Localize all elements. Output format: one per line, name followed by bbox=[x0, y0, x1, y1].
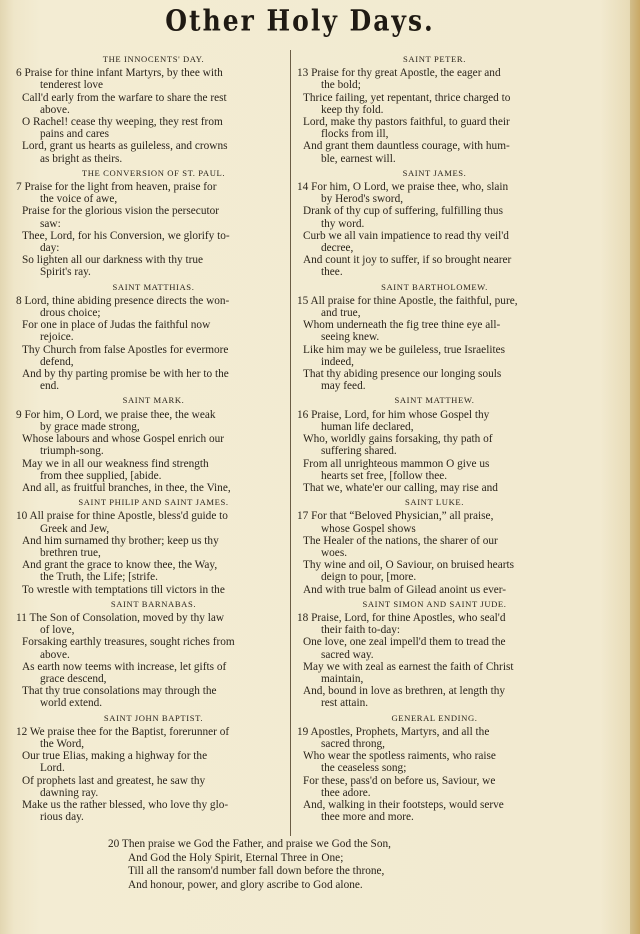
hymn-section bbox=[16, 496, 291, 596]
verse-line: So lighten all our darkness with thy true bbox=[22, 254, 204, 267]
section-heading: SAINT PETER. bbox=[403, 54, 466, 64]
verse-line: day: bbox=[40, 242, 60, 255]
verse-line: Curb we all vain impatience to read thy veil'd bbox=[303, 229, 509, 242]
verse-line: 17 For that “Beloved Physician,” all praise, bbox=[297, 510, 494, 523]
section-heading: SAINT MARK. bbox=[122, 395, 185, 406]
verse-line: brethren true, bbox=[40, 546, 101, 559]
verse-line: And honour, power, and glory ascribe to God alone. bbox=[128, 878, 363, 891]
hymn-section bbox=[16, 598, 291, 710]
verse-line: thee adore. bbox=[321, 786, 371, 799]
verse-line: Of prophets last and greatest, he saw thy bbox=[22, 774, 206, 787]
verse-line: And God the Holy Spirit, Eternal Three in One; bbox=[128, 851, 344, 864]
verse-line: and true, bbox=[321, 307, 361, 320]
verse-line: suffering shared. bbox=[321, 445, 397, 458]
verse-line: That thy abiding presence our longing souls bbox=[303, 368, 502, 381]
verse-line: Like him may we be guileless, true Israelites bbox=[303, 343, 506, 356]
verse-line: drous choice; bbox=[40, 307, 101, 320]
verse-line: Lord, grant us hearts as guileless, and crowns bbox=[22, 140, 228, 153]
hymn-section bbox=[297, 598, 572, 710]
verse-line: Lord. bbox=[40, 762, 65, 775]
verse-line: sacred way. bbox=[321, 648, 374, 661]
verse-line: 18 Praise, Lord, for thine Apostles, who seal'd bbox=[297, 611, 506, 624]
verse-line: tenderest love bbox=[40, 79, 104, 92]
verse-line: flocks from ill, bbox=[321, 128, 389, 141]
verse-line: 15 All praise for thine Apostle, the faithful, pure, bbox=[297, 294, 518, 307]
verse-line: whose Gospel shows bbox=[321, 522, 416, 535]
verse-line: To wrestle with temptations till victors in the bbox=[22, 583, 225, 596]
right-column bbox=[297, 52, 572, 825]
verse-line: Our true Elias, making a highway for the bbox=[22, 750, 208, 763]
verse-line: 7 Praise for the light from heaven, praise for bbox=[16, 181, 217, 194]
section-heading: THE CONVERSION OF ST. PAUL. bbox=[81, 167, 226, 178]
hymn-section bbox=[16, 53, 291, 165]
hymn-section bbox=[297, 167, 572, 279]
verse-line: rest attain. bbox=[321, 697, 369, 710]
verse-line: indeed, bbox=[321, 355, 354, 368]
verse-line: And by thy parting promise be with her to the bbox=[22, 368, 229, 381]
verse-line: world extend. bbox=[40, 697, 103, 710]
hymn-section bbox=[297, 394, 572, 494]
verse-line: maintain, bbox=[321, 672, 364, 685]
verse-line: saw: bbox=[40, 217, 61, 230]
verse-line: 20 Then praise we God the Father, and praise we God the Son, bbox=[108, 838, 391, 850]
verse-line: the Word, bbox=[40, 737, 85, 750]
verse-line: 13 Praise for thy great Apostle, the eager and bbox=[297, 67, 501, 80]
hymn-section bbox=[16, 167, 291, 279]
hymn-section bbox=[297, 712, 572, 824]
verse-line: thy word. bbox=[321, 217, 365, 230]
verse-line: thee. bbox=[321, 266, 343, 279]
verse-line: Who, worldly gains forsaking, thy path of bbox=[303, 433, 493, 446]
verse-line: Thrice failing, yet repentant, thrice charged to bbox=[303, 91, 511, 104]
verse-line: Thy wine and oil, O Saviour, on bruised hearts bbox=[303, 559, 515, 572]
verse-line: May we with zeal as earnest the faith of Christ bbox=[303, 660, 514, 673]
verse-line: sacred throng, bbox=[321, 737, 385, 750]
verse-line: Till all the ransom'd number fall down before the throne, bbox=[128, 865, 385, 877]
verse-line: by Herod's sword, bbox=[321, 193, 404, 206]
hymn-section bbox=[16, 281, 291, 393]
section-heading: SAINT SIMON AND SAINT JUDE. bbox=[362, 598, 507, 609]
section-heading: SAINT BARTHOLOMEW. bbox=[381, 281, 488, 292]
verse-line: seeing knew. bbox=[321, 331, 380, 344]
verse-line: decree, bbox=[321, 242, 354, 255]
verse-line: May we in all our weakness find strength bbox=[22, 457, 209, 470]
section-heading: SAINT BARNABAS. bbox=[110, 598, 197, 609]
verse-line: ble, earnest will. bbox=[321, 152, 396, 165]
verse-line: may feed. bbox=[321, 380, 366, 393]
verse-line: the Truth, the Life; [strife. bbox=[40, 571, 158, 584]
section-heading: THE INNOCENTS' DAY. bbox=[102, 54, 205, 64]
verse-line: Who wear the spotless raiments, who raise bbox=[303, 750, 496, 763]
verse-line: by grace made strong, bbox=[40, 420, 140, 433]
verse-line: From all unrighteous mammon O give us bbox=[303, 457, 490, 470]
verse-line: 8 Lord, thine abiding presence directs the won- bbox=[16, 294, 230, 307]
verse-line: That thy true consolations may through the bbox=[22, 685, 217, 698]
verse-line: the bold; bbox=[321, 79, 361, 92]
verse-line: of love, bbox=[40, 624, 75, 637]
verse-line: deign to pour, [more. bbox=[321, 571, 417, 584]
verse-line: Call'd early from the warfare to share the rest bbox=[22, 91, 227, 104]
verse-line: That we, whate'er our calling, may rise and bbox=[303, 481, 498, 494]
verse-line: from thee supplied, [abide. bbox=[40, 469, 162, 482]
verse-line: And, bound in love as brethren, at length thy bbox=[303, 685, 506, 698]
verse-line: O Rachel! cease thy weeping, they rest from bbox=[22, 116, 223, 129]
section-heading: SAINT MATTHIAS. bbox=[112, 281, 195, 292]
verse-line: 9 For him, O Lord, we praise thee, the weak bbox=[16, 408, 216, 421]
verse-line: And all, as fruitful branches, in thee, the Vine, bbox=[22, 481, 231, 494]
verse-line: end. bbox=[40, 380, 60, 393]
verse-line: Greek and Jew, bbox=[40, 522, 110, 535]
verse-line: The Healer of the nations, the sharer of our bbox=[303, 534, 498, 547]
verse-line: And, walking in their footsteps, would serve bbox=[303, 798, 504, 811]
verse-line: Thy Church from false Apostles for evermore bbox=[22, 343, 229, 356]
verse-line: 14 For him, O Lord, we praise thee, who, slain bbox=[297, 181, 509, 194]
verse-line: And grant them dauntless courage, with hum- bbox=[303, 140, 510, 153]
verse-line: triumph-song. bbox=[40, 445, 104, 458]
left-column bbox=[16, 52, 291, 825]
verse-line: human life declared, bbox=[321, 420, 414, 433]
hymn-section bbox=[16, 394, 291, 494]
verse-line: woes. bbox=[321, 546, 348, 559]
section-heading: GENERAL ENDING. bbox=[391, 712, 478, 723]
verse-line: Thee, Lord, for his Conversion, we glorify to- bbox=[22, 229, 230, 242]
verse-line: dawning ray. bbox=[40, 786, 99, 799]
verse-line: above. bbox=[40, 103, 70, 116]
section-heading: SAINT JAMES. bbox=[402, 167, 467, 178]
verse-line: Whom underneath the fig tree thine eye all- bbox=[303, 319, 501, 332]
verse-line: their faith to-day: bbox=[321, 624, 401, 637]
verse-line: the voice of awe, bbox=[40, 193, 118, 206]
verse-line: One love, one zeal impell'd them to tread the bbox=[303, 636, 506, 649]
verse-line: And him surnamed thy brother; keep us thy bbox=[22, 534, 219, 547]
hymn-section bbox=[297, 53, 572, 165]
verse-line: 19 Apostles, Prophets, Martyrs, and all the bbox=[297, 725, 490, 738]
section-heading: SAINT LUKE. bbox=[405, 497, 464, 508]
hymn-section bbox=[297, 281, 572, 393]
final-verse bbox=[108, 838, 391, 892]
hymn-section bbox=[16, 712, 291, 824]
verse-line: above. bbox=[40, 648, 70, 661]
verse-line: Drank of thy cup of suffering, fulfilling thus bbox=[303, 205, 503, 218]
verse-line: thee more and more. bbox=[321, 811, 414, 824]
verse-line: rious day. bbox=[40, 811, 84, 824]
section-heading: SAINT MATTHEW. bbox=[394, 395, 475, 406]
verse-line: Lord, make thy pastors faithful, to guard their bbox=[303, 116, 510, 129]
verse-line: grace descend, bbox=[40, 672, 107, 685]
verse-line: Praise for the glorious vision the persecutor bbox=[22, 205, 220, 218]
verse-line: rejoice. bbox=[40, 331, 74, 344]
verse-line: keep thy fold. bbox=[321, 103, 384, 116]
verse-line: 16 Praise, Lord, for him whose Gospel thy bbox=[297, 408, 490, 421]
page-edge bbox=[630, 0, 640, 934]
verse-line: Forsaking earthly treasures, sought riches from bbox=[22, 636, 235, 649]
verse-line: And grant the grace to know thee, the Way, bbox=[22, 559, 218, 572]
section-heading: SAINT PHILIP AND SAINT JAMES. bbox=[78, 497, 229, 508]
verse-line: defend, bbox=[40, 355, 74, 368]
verse-line: 12 We praise thee for the Baptist, forerunner of bbox=[16, 725, 230, 738]
section-heading: SAINT JOHN BAPTIST. bbox=[103, 712, 204, 723]
hymn-section bbox=[297, 496, 572, 596]
verse-line: As earth now teems with increase, let gifts of bbox=[22, 660, 227, 673]
verse-line: the ceaseless song; bbox=[321, 762, 407, 775]
verse-line: Spirit's ray. bbox=[40, 266, 91, 279]
verse-line: For one in place of Judas the faithful now bbox=[22, 319, 211, 332]
verse-line: For these, pass'd on before us, Saviour, we bbox=[303, 774, 496, 787]
verse-line: as bright as theirs. bbox=[40, 152, 123, 165]
verse-line: hearts set free, [follow thee. bbox=[321, 469, 448, 482]
page-title: Other Holy Days. bbox=[165, 3, 435, 38]
verse-line: And with true balm of Gilead anoint us ever- bbox=[303, 583, 507, 596]
verse-line: 10 All praise for thine Apostle, bless'd guide to bbox=[16, 510, 228, 523]
verse-line: pains and cares bbox=[40, 128, 110, 141]
verse-line: Whose labours and whose Gospel enrich our bbox=[22, 433, 225, 446]
verse-line: And count it joy to suffer, if so brought nearer bbox=[303, 254, 512, 267]
verse-line: 11 The Son of Consolation, moved by thy law bbox=[16, 611, 225, 624]
verse-line: Make us the rather blessed, who love thy glo- bbox=[22, 798, 229, 811]
verse-line: 6 Praise for thine infant Martyrs, by thee with bbox=[16, 67, 223, 80]
